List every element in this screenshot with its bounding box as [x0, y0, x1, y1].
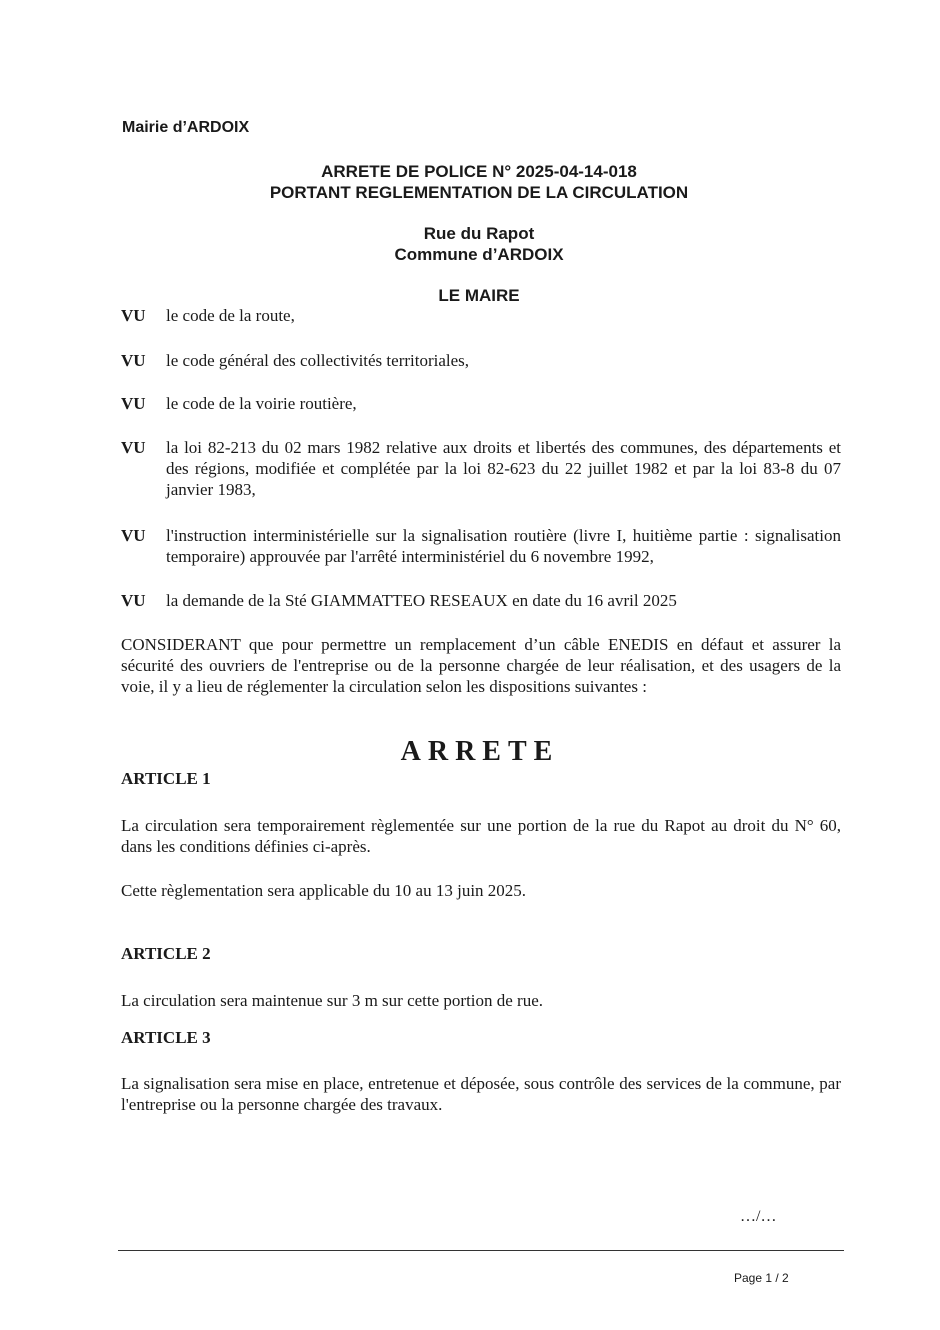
vu-label: VU	[121, 591, 146, 610]
vu-text: le code de la route,	[166, 306, 295, 325]
vu-label: VU	[121, 526, 146, 545]
vu-text: la demande de la Sté GIAMMATTEO RESEAUX en date du 16 avril 2025	[166, 591, 677, 610]
vu-text: le code général des collectivités territoriales,	[166, 351, 470, 370]
vu-item	[121, 393, 841, 414]
article-1-paragraph: La circulation sera temporairement règlementée sur une portion de la rue du Rapot au droit du N° 60, dans les conditions définies ci-après.	[121, 816, 841, 856]
commune-name: Commune d’ARDOIX	[394, 245, 564, 264]
vu-label: VU	[121, 351, 146, 370]
footer-divider	[118, 1250, 844, 1251]
article-2-title: ARTICLE 2	[121, 944, 211, 963]
article-3-paragraph: La signalisation sera mise en place, entretenue et déposée, sous contrôle des services de la commune, par l'entreprise ou la personne chargée des travaux.	[121, 1074, 841, 1114]
vu-text: l'instruction interministérielle sur la signalisation routière (livre I, huitième partie : signalisation temporaire) approuvée par l'arrêté interministériel du 6 novembre 1992,	[166, 526, 841, 566]
vu-text: le code de la voirie routière,	[166, 394, 357, 413]
article-2-paragraph: La circulation sera maintenue sur 3 m sur cette portion de rue.	[121, 991, 544, 1010]
article-1-title: ARTICLE 1	[121, 769, 211, 788]
vu-item	[121, 525, 841, 567]
vu-item	[121, 350, 841, 371]
page-number: Page 1 / 2	[734, 1271, 789, 1285]
continuation-mark: …/…	[740, 1208, 777, 1225]
vu-label: VU	[121, 394, 146, 413]
vu-label: VU	[121, 438, 146, 457]
article-1-paragraph: Cette règlementation sera applicable du 10 au 13 juin 2025.	[121, 881, 527, 900]
decree-number: ARRETE DE POLICE N° 2025-04-14-018	[321, 162, 637, 181]
considerant-paragraph: CONSIDERANT que pour permettre un remplacement d’un câble ENEDIS en défaut et assurer la sécurité des ouvriers de l'entreprise ou de la personne chargée de leur réalisation, et des usagers de la voie, il y a lieu de réglementer la circulation selon les dispositions suivantes :	[121, 635, 841, 696]
article-3-title: ARTICLE 3	[121, 1028, 211, 1047]
vu-text: la loi 82-213 du 02 mars 1982 relative aux droits et libertés des communes, des départements et des régions, modifiée et complétée par la loi 82-623 du 22 juillet 1982 et par la loi 83-8 du 07 janvier 1983,	[166, 438, 841, 499]
street-name: Rue du Rapot	[423, 224, 535, 243]
decree-subject: PORTANT REGLEMENTATION DE LA CIRCULATION	[269, 183, 689, 202]
vu-item	[121, 437, 841, 500]
authority-title: LE MAIRE	[438, 286, 520, 305]
vu-item	[121, 590, 841, 611]
vu-item	[121, 305, 841, 326]
issuer-name: Mairie d’ARDOIX	[122, 119, 250, 136]
arrete-heading: ARRETE	[400, 736, 560, 767]
vu-label: VU	[121, 306, 146, 325]
